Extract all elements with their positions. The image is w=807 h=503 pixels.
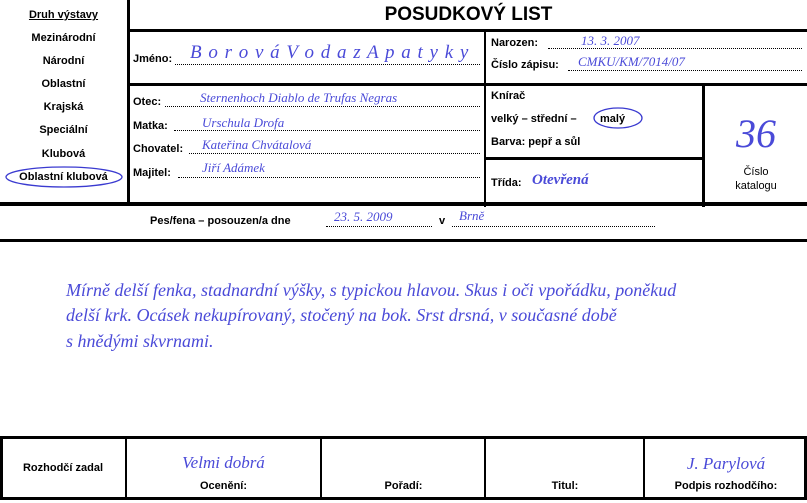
frame-divider [128, 83, 807, 86]
name-label: Jméno: [133, 53, 173, 65]
breed-title: Knírač [491, 90, 526, 102]
catalog-label-1: Číslo [743, 166, 769, 178]
father-dots [165, 106, 480, 107]
name-dots [175, 64, 480, 65]
order-label: Pořadí: [384, 480, 423, 492]
name-value: B o r o v á V o d a z A p a t y k y [190, 42, 470, 63]
owner-label: Majitel: [133, 167, 171, 179]
assessment-line: delší krk. Ocásek nekupírovaný, stočený na bok. Srst drsná, v současné době [66, 305, 617, 325]
frame-divider [0, 239, 807, 242]
place-dots [452, 226, 655, 227]
judge-label: Rozhodčí zadal [22, 462, 104, 474]
frame-divider [0, 202, 807, 206]
date-dots [326, 226, 432, 227]
breeder-dots [189, 153, 480, 154]
assessment-line: s hnědými skvrnami. [66, 331, 214, 351]
show-type-item: Klubová [41, 148, 86, 160]
catalog-number: 36 [736, 111, 776, 156]
mother-value: Urschula Drofa [202, 115, 285, 130]
owner-dots [178, 177, 480, 178]
show-type-item: Národní [42, 55, 85, 67]
owner-value: Jiří Adámek [202, 160, 265, 175]
judged-place: Brně [459, 208, 485, 223]
rating-label: Ocenění: [199, 480, 248, 492]
frame-divider [484, 30, 486, 207]
breeder-value: Kateřina Chvátalová [202, 137, 312, 152]
page-title: POSUDKOVÝ LIST [384, 4, 553, 25]
color-label: Barva: pepř a sůl [491, 136, 581, 148]
show-type-title: Druh výstavy [28, 9, 99, 21]
signature-value: J. Parylová [686, 454, 766, 473]
title-label: Titul: [551, 480, 579, 492]
class-value: Otevřená [532, 172, 589, 188]
judged-label: Pes/fena – posouzen/a dne [150, 215, 291, 227]
rating-value: Velmi dobrá [182, 453, 265, 472]
mother-label: Matka: [133, 120, 168, 132]
selection-circle-icon [3, 164, 125, 190]
size-selection-circle-icon [592, 106, 644, 130]
breeder-label: Chovatel: [133, 143, 184, 155]
father-value: Sternenhoch Diablo de Trufas Negras [200, 90, 398, 105]
assessment-line: Mírně delší fenka, stadnardní výšky, s typickou hlavou. Skus i oči vpořádku, poněkud [66, 280, 677, 300]
frame-divider [128, 29, 807, 32]
class-label: Třída: [491, 177, 522, 189]
show-type-item-selected: Oblastní klubová [19, 171, 108, 183]
signature-label: Podpis rozhodčího: [674, 480, 778, 492]
judged-in-label: v [439, 215, 446, 227]
born-label: Narozen: [491, 37, 539, 49]
catalog-label-2: katalogu [735, 180, 777, 192]
size-options: velký – střední – [491, 113, 577, 125]
frame-divider [485, 157, 703, 160]
reg-label: Číslo zápisu: [491, 59, 559, 71]
father-label: Otec: [133, 96, 162, 108]
show-type-item: Mezinárodní [31, 32, 96, 44]
show-type-item: Krajská [43, 101, 84, 113]
reg-dots [568, 70, 802, 71]
size-selected: malý [600, 113, 626, 125]
show-type-item: Oblastní [41, 78, 86, 90]
show-type-item: Speciální [39, 124, 88, 136]
judged-date: 23. 5. 2009 [334, 209, 393, 224]
born-value: 13. 3. 2007 [581, 33, 640, 48]
reg-value: CMKU/KM/7014/07 [578, 54, 685, 69]
